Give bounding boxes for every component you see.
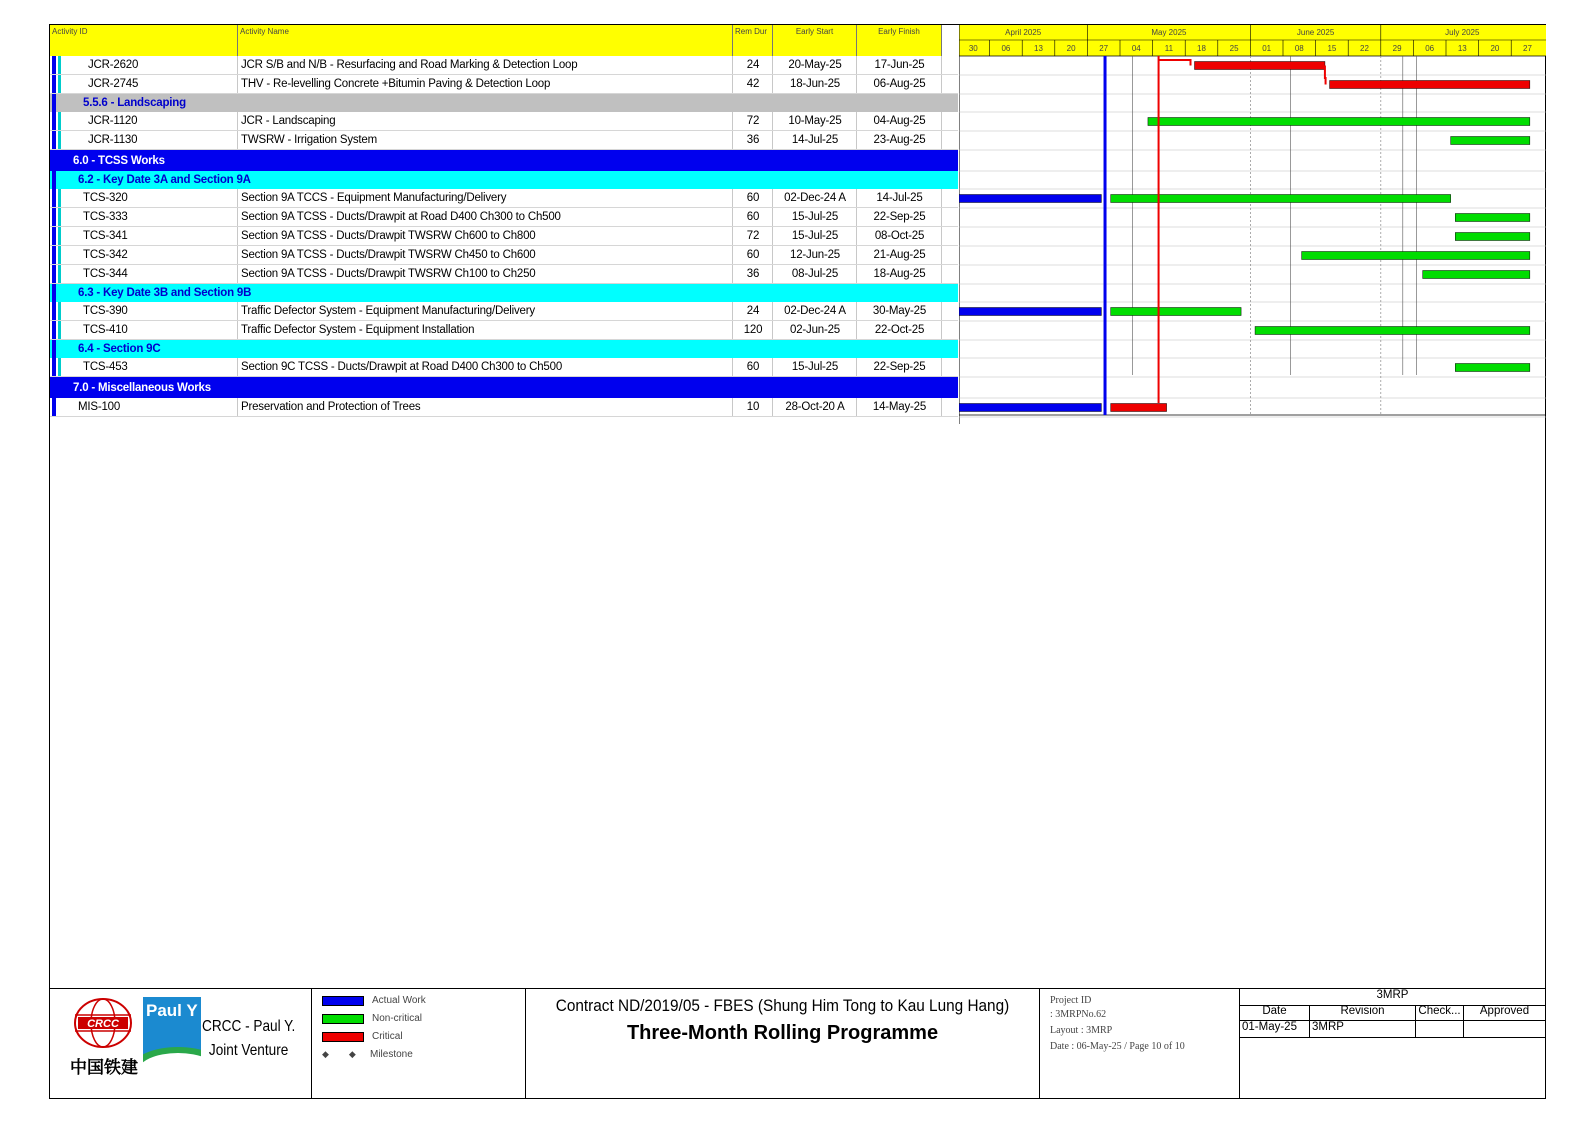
crcc-logo-text: CRCC bbox=[87, 1018, 119, 1030]
column-divider bbox=[941, 75, 942, 93]
col-header-early-finish[interactable]: Early Finish bbox=[857, 25, 942, 56]
month-label: July 2025 bbox=[1445, 28, 1480, 37]
week-label: 08 bbox=[1294, 44, 1304, 53]
activity-name: Traffic Defector System - Equipment Manufacturing/Delivery bbox=[241, 305, 535, 317]
early-finish: 08-Oct-25 bbox=[874, 230, 925, 242]
rem-dur: 60 bbox=[746, 192, 760, 204]
activity-bar-noncritical bbox=[1423, 271, 1530, 279]
early-start: 28-Oct-20 A bbox=[785, 401, 845, 413]
table-row[interactable] bbox=[50, 265, 958, 284]
rev-header-approved: Approved bbox=[1464, 1005, 1545, 1021]
activity-name: JCR S/B and N/B - Resurfacing and Road Marking & Detection Loop bbox=[241, 59, 578, 71]
date-page: Date : 06-May-25 / Page 10 of 10 bbox=[1050, 1041, 1185, 1052]
legend-critical bbox=[322, 1031, 403, 1042]
table-row[interactable] bbox=[50, 246, 958, 265]
wbs-label: 5.5.6 - Landscaping bbox=[83, 97, 186, 109]
activity-id: TCS-341 bbox=[83, 230, 128, 242]
week-label: 15 bbox=[1327, 44, 1337, 53]
rem-dur: 36 bbox=[746, 268, 760, 280]
activity-name: Section 9C TCSS - Ducts/Drawpit at Road D400 Ch300 to Ch500 bbox=[241, 361, 563, 373]
activity-bar-noncritical bbox=[1455, 364, 1530, 372]
week-label: 06 bbox=[1001, 44, 1011, 53]
activity-name: JCR - Landscaping bbox=[241, 115, 336, 127]
activity-bar-actual bbox=[959, 308, 1101, 316]
activity-id: JCR-1130 bbox=[88, 134, 138, 146]
gantt-bars bbox=[959, 25, 1546, 424]
activity-bar-noncritical bbox=[1255, 327, 1530, 335]
activity-bar-actual bbox=[959, 195, 1101, 203]
early-finish: 30-May-25 bbox=[872, 305, 927, 317]
rev-check bbox=[1416, 1021, 1464, 1038]
contract-title: Contract ND/2019/05 - FBES (Shung Him Tong to Kau Lung Hang) bbox=[555, 997, 1010, 1015]
column-divider bbox=[941, 246, 942, 264]
column-divider bbox=[941, 131, 942, 149]
early-start: 15-Jul-25 bbox=[791, 230, 839, 242]
activity-bar-noncritical bbox=[1451, 137, 1530, 145]
milestone-diamond-icon: ◆ ◆ bbox=[322, 1049, 356, 1059]
schedule-sheet bbox=[49, 24, 1546, 1099]
wbs-indent-bar bbox=[52, 284, 56, 302]
week-label: 04 bbox=[1131, 44, 1141, 53]
col-header-activity-id[interactable]: Activity ID bbox=[50, 25, 238, 56]
crcc-globe-logo bbox=[70, 997, 140, 1055]
early-start: 15-Jul-25 bbox=[791, 211, 839, 223]
activity-id: TCS-344 bbox=[83, 268, 128, 280]
activity-name: Traffic Defector System - Equipment Installation bbox=[241, 324, 475, 336]
early-start: 14-Jul-25 bbox=[791, 134, 839, 146]
rev-header-revision: Revision bbox=[1310, 1005, 1416, 1021]
activity-bar-critical bbox=[1330, 81, 1530, 89]
programme-title: Three-Month Rolling Programme bbox=[626, 1022, 939, 1044]
rev-header-check: Check... bbox=[1416, 1005, 1464, 1021]
activity-name: TWSRW - Irrigation System bbox=[241, 134, 377, 146]
early-finish: 21-Aug-25 bbox=[873, 249, 926, 261]
column-divider bbox=[941, 189, 942, 207]
wbs-indent-bar bbox=[52, 340, 56, 358]
wbs-band[interactable] bbox=[50, 377, 958, 398]
legend-label-actual: Actual Work bbox=[372, 995, 426, 1006]
activity-bar-critical bbox=[1195, 62, 1325, 70]
week-label: 06 bbox=[1425, 44, 1435, 53]
week-label: 20 bbox=[1490, 44, 1500, 53]
week-label: 30 bbox=[968, 44, 978, 53]
column-divider bbox=[941, 321, 942, 339]
rem-dur: 72 bbox=[746, 115, 760, 127]
wbs-band[interactable] bbox=[50, 284, 958, 302]
rev-header-date: Date bbox=[1240, 1005, 1310, 1021]
activity-bar-noncritical bbox=[1111, 195, 1451, 203]
wbs-indent-bar bbox=[52, 150, 56, 171]
rem-dur: 24 bbox=[746, 59, 760, 71]
table-row[interactable] bbox=[50, 56, 958, 75]
activity-bar-noncritical bbox=[1455, 233, 1530, 241]
early-start: 12-Jun-25 bbox=[790, 249, 840, 261]
activity-name: Section 9A TCSS - Ducts/Drawpit TWSRW Ch100 to Ch250 bbox=[241, 268, 536, 280]
gantt-chart bbox=[959, 25, 1546, 424]
legend-noncritical bbox=[322, 1013, 422, 1024]
wbs-label: 6.4 - Section 9C bbox=[78, 343, 161, 355]
early-start: 10-May-25 bbox=[788, 115, 842, 127]
footer bbox=[50, 988, 1545, 1099]
project-id-label: Project ID bbox=[1050, 995, 1092, 1006]
week-label: 27 bbox=[1099, 44, 1109, 53]
logo-box bbox=[50, 989, 312, 1099]
table-row[interactable] bbox=[50, 75, 958, 94]
early-finish: 22-Sep-25 bbox=[873, 211, 926, 223]
activity-bar-actual bbox=[959, 404, 1101, 412]
early-start: 15-Jul-25 bbox=[791, 361, 839, 373]
rem-dur: 24 bbox=[746, 305, 760, 317]
legend-box bbox=[312, 989, 526, 1099]
activity-name: Section 9A TCCS - Equipment Manufacturing/Delivery bbox=[241, 192, 507, 204]
activity-id: JCR-2620 bbox=[88, 59, 139, 71]
activity-id: JCR-2745 bbox=[88, 78, 139, 90]
activity-id: MIS-100 bbox=[78, 401, 121, 413]
wbs-indent-bar bbox=[52, 171, 56, 189]
wbs-label: 6.0 - TCSS Works bbox=[73, 154, 165, 167]
crcc-chinese-name: 中国铁建 bbox=[70, 1058, 138, 1077]
week-label: 22 bbox=[1360, 44, 1369, 53]
rev-revision: 3MRP bbox=[1310, 1021, 1416, 1038]
activity-id: TCS-320 bbox=[83, 192, 128, 204]
activity-bar-critical bbox=[1111, 404, 1167, 412]
activity-bar-noncritical bbox=[1302, 252, 1530, 260]
week-label: 25 bbox=[1229, 44, 1239, 53]
rem-dur: 60 bbox=[746, 211, 760, 223]
critical-path-link bbox=[1159, 56, 1191, 403]
week-label: 13 bbox=[1034, 44, 1043, 53]
early-finish: 14-Jul-25 bbox=[876, 192, 923, 204]
column-divider bbox=[941, 358, 942, 376]
wbs-label: 6.2 - Key Date 3A and Section 9A bbox=[78, 174, 251, 186]
column-divider bbox=[941, 227, 942, 245]
column-divider bbox=[941, 56, 942, 74]
legend-milestone bbox=[322, 1049, 413, 1060]
week-label: 18 bbox=[1197, 44, 1206, 53]
column-divider bbox=[941, 112, 942, 130]
wbs-label: 6.3 - Key Date 3B and Section 9B bbox=[78, 287, 252, 299]
legend-label-noncritical: Non-critical bbox=[372, 1013, 423, 1024]
rem-dur: 42 bbox=[746, 78, 760, 90]
activity-bar-noncritical bbox=[1455, 214, 1530, 222]
rev-date: 01-May-25 bbox=[1240, 1021, 1310, 1038]
activity-id: TCS-333 bbox=[83, 211, 128, 223]
legend-label-milestone: Milestone bbox=[370, 1049, 413, 1060]
col-header-rem-dur[interactable]: Rem Dur bbox=[733, 25, 773, 56]
rem-dur: 36 bbox=[746, 134, 760, 146]
table-row[interactable] bbox=[50, 131, 958, 150]
rem-dur: 60 bbox=[746, 249, 760, 261]
activity-id: TCS-453 bbox=[83, 361, 128, 373]
rem-dur: 10 bbox=[746, 401, 760, 413]
pauly-logo bbox=[143, 997, 201, 1072]
activity-bar-noncritical bbox=[1111, 308, 1241, 316]
table-row[interactable] bbox=[50, 358, 958, 377]
col-header-activity-name[interactable]: Activity Name bbox=[238, 25, 733, 56]
pauly-logo-text: Paul Y bbox=[146, 1001, 198, 1020]
wbs-indent-bar bbox=[52, 377, 56, 398]
title-box bbox=[526, 989, 1040, 1099]
column-divider bbox=[941, 398, 942, 416]
month-label: April 2025 bbox=[1005, 28, 1042, 37]
column-divider bbox=[941, 302, 942, 320]
wbs-label: 7.0 - Miscellaneous Works bbox=[73, 381, 211, 394]
early-finish: 14-May-25 bbox=[872, 401, 927, 413]
project-info-box bbox=[1040, 989, 1240, 1099]
wbs-band[interactable] bbox=[50, 94, 958, 112]
revision-title: 3MRP bbox=[1240, 989, 1545, 1006]
rem-dur: 72 bbox=[746, 230, 760, 242]
early-start: 20-May-25 bbox=[788, 59, 842, 71]
early-finish: 18-Aug-25 bbox=[873, 268, 926, 280]
early-start: 08-Jul-25 bbox=[791, 268, 839, 280]
legend-swatch-actual bbox=[322, 996, 364, 1006]
wbs-indent-bar bbox=[52, 94, 56, 112]
table-row[interactable] bbox=[50, 208, 958, 227]
early-finish: 22-Oct-25 bbox=[874, 324, 925, 336]
table-row[interactable] bbox=[50, 398, 958, 417]
early-finish: 04-Aug-25 bbox=[873, 115, 926, 127]
project-id-value: : 3MRPNo.62 bbox=[1050, 1009, 1107, 1020]
critical-path-link bbox=[1325, 66, 1326, 85]
month-label: June 2025 bbox=[1296, 28, 1335, 37]
week-label: 13 bbox=[1457, 44, 1467, 53]
column-divider bbox=[941, 265, 942, 283]
rem-dur: 60 bbox=[746, 361, 760, 373]
week-label: 11 bbox=[1164, 44, 1174, 53]
table-row[interactable] bbox=[50, 302, 958, 321]
col-header-early-start[interactable]: Early Start bbox=[773, 25, 857, 56]
company-name: CRCC - Paul Y. Joint Venture bbox=[202, 1018, 296, 1059]
early-start: 02-Dec-24 A bbox=[784, 192, 846, 204]
rev-approved bbox=[1464, 1021, 1545, 1038]
wbs-band[interactable] bbox=[50, 150, 958, 171]
early-finish: 17-Jun-25 bbox=[874, 59, 925, 71]
early-start: 02-Dec-24 A bbox=[784, 305, 846, 317]
table-row[interactable] bbox=[50, 189, 958, 208]
legend-swatch-noncritical bbox=[322, 1014, 364, 1024]
table-row[interactable] bbox=[50, 227, 958, 246]
activity-table bbox=[50, 25, 958, 424]
wbs-band[interactable] bbox=[50, 340, 958, 358]
table-row[interactable] bbox=[50, 112, 958, 131]
early-finish: 23-Aug-25 bbox=[873, 134, 926, 146]
wbs-band[interactable] bbox=[50, 171, 958, 189]
table-row[interactable] bbox=[50, 321, 958, 340]
rem-dur: 120 bbox=[743, 324, 763, 336]
legend-actual bbox=[322, 995, 426, 1006]
activity-name: THV - Re-levelling Concrete +Bitumin Paving & Detection Loop bbox=[241, 78, 551, 90]
month-label: May 2025 bbox=[1151, 28, 1187, 37]
early-finish: 22-Sep-25 bbox=[873, 361, 926, 373]
activity-id: JCR-1120 bbox=[88, 115, 138, 127]
activity-id: TCS-410 bbox=[83, 324, 128, 336]
activity-name: Section 9A TCSS - Ducts/Drawpit TWSRW Ch450 to Ch600 bbox=[241, 249, 536, 261]
activity-id: TCS-390 bbox=[83, 305, 128, 317]
layout-name: Layout : 3MRP bbox=[1050, 1025, 1113, 1036]
column-divider bbox=[941, 208, 942, 226]
week-label: 01 bbox=[1262, 44, 1272, 53]
legend-label-critical: Critical bbox=[372, 1031, 403, 1042]
activity-name: Preservation and Protection of Trees bbox=[241, 401, 421, 413]
revision-box bbox=[1240, 989, 1545, 1099]
activity-bar-noncritical bbox=[1148, 118, 1530, 126]
activity-name: Section 9A TCSS - Ducts/Drawpit at Road D400 Ch300 to Ch500 bbox=[241, 211, 561, 223]
week-label: 27 bbox=[1523, 44, 1532, 53]
early-start: 02-Jun-25 bbox=[790, 324, 840, 336]
week-label: 29 bbox=[1392, 44, 1402, 53]
legend-swatch-critical bbox=[322, 1032, 364, 1042]
week-label: 20 bbox=[1066, 44, 1076, 53]
activity-id: TCS-342 bbox=[83, 249, 128, 261]
early-finish: 06-Aug-25 bbox=[873, 78, 926, 90]
activity-name: Section 9A TCSS - Ducts/Drawpit TWSRW Ch600 to Ch800 bbox=[241, 230, 536, 242]
early-start: 18-Jun-25 bbox=[790, 78, 840, 90]
